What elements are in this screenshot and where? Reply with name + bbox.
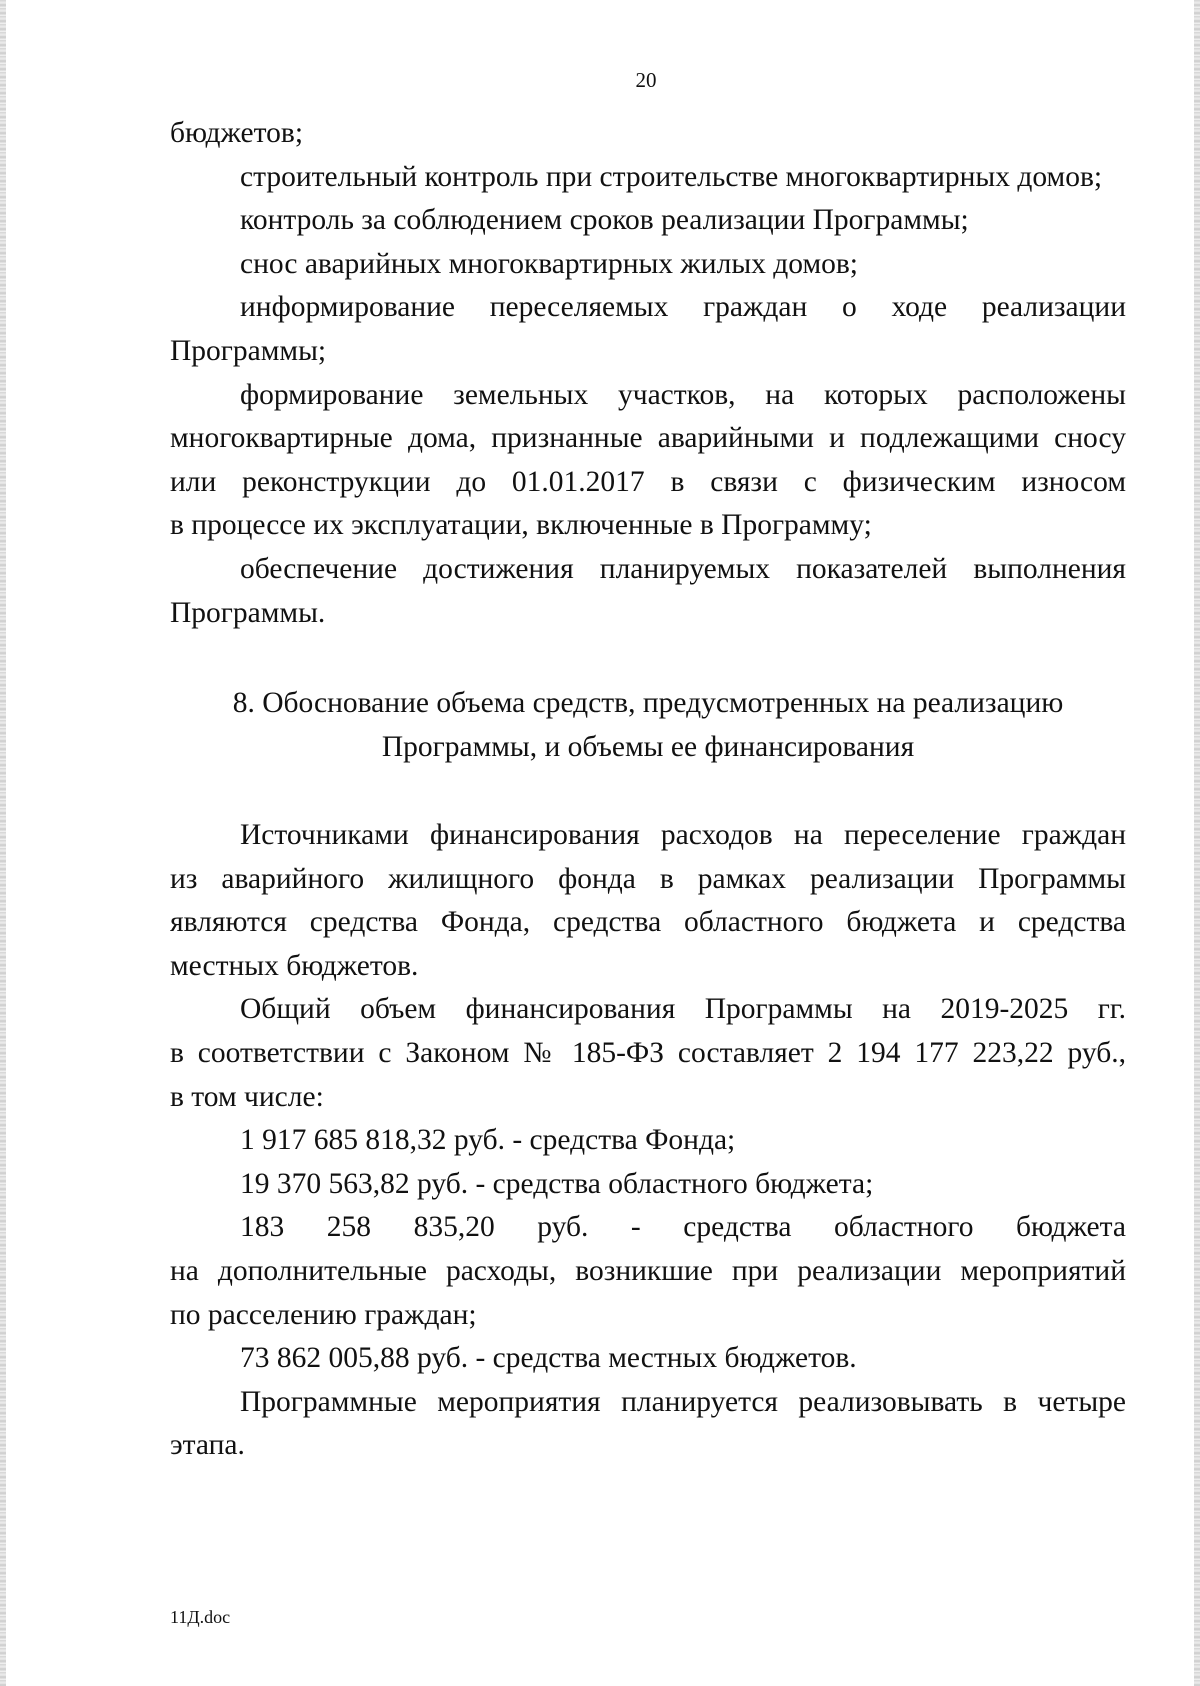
paragraph-line: являются средства Фонда, средства областного бюджета и средства [170, 906, 1126, 939]
text-line: в процессе их эксплуатации, включенные в Программу; [170, 509, 872, 542]
list-item: формирование земельных участков, на которых расположены [240, 378, 1126, 411]
document-filename: 11Д.doc [170, 1607, 231, 1627]
list-item: снос аварийных многоквартирных жилых домов; [240, 247, 859, 280]
text-line: или реконструкции до 01.01.2017 в связи с физическим износом [170, 465, 1126, 498]
list-block-responsibilities [170, 112, 1126, 635]
page-number: 20 [635, 68, 657, 92]
text-line: Программы; [170, 334, 327, 367]
paragraph-line: на дополнительные расходы, возникшие при реализации мероприятий [170, 1254, 1126, 1287]
funding-item: 73 862 005,88 руб. - средства местных бюджетов. [240, 1342, 857, 1375]
paragraph-line: Источниками финансирования расходов на переселение граждан [240, 819, 1126, 851]
list-item: информирование переселяемых граждан о ходе реализации [240, 291, 1126, 324]
funding-item: 1 917 685 818,32 руб. - средства Фонда; [240, 1124, 736, 1157]
list-item: обеспечение достижения планируемых показателей выполнения [240, 552, 1126, 585]
text-line: бюджетов; [170, 117, 304, 149]
paragraph-line: местных бюджетов. [170, 949, 419, 982]
paragraph-line: в том числе: [170, 1080, 324, 1113]
heading-line: Программы, и объемы ее финансирования [381, 731, 915, 763]
funding-item: 19 370 563,82 руб. - средства областного бюджета; [240, 1167, 874, 1200]
funding-item: 183 258 835,20 руб. - средства областного бюджета [240, 1211, 1126, 1244]
financing-paragraphs [170, 814, 1126, 1468]
paragraph-line: этапа. [170, 1429, 245, 1462]
paragraph-line: по расселению граждан; [170, 1298, 477, 1331]
list-item: контроль за соблюдением сроков реализации Программы; [240, 204, 969, 237]
text-line: Программы. [170, 596, 326, 629]
paragraph-line: в соответствии с Законом № 185-ФЗ составляет 2 194 177 223,22 руб., [170, 1036, 1126, 1069]
paragraph-line: из аварийного жилищного фонда в рамках реализации Программы [170, 862, 1126, 895]
section-heading [170, 681, 1126, 769]
scan-edge-left [0, 0, 6, 1686]
text-line: многоквартирные дома, признанные аварийными и подлежащими сносу [170, 422, 1126, 455]
list-item: строительный контроль при строительстве многоквартирных домов; [240, 160, 1103, 193]
paragraph-line: Программные мероприятия планируется реализовывать в четыре [240, 1385, 1126, 1418]
scan-edge-right [1194, 0, 1200, 1686]
paragraph-line: Общий объем финансирования Программы на 2019-2025 гг. [240, 993, 1126, 1026]
heading-line: 8. Обоснование объема средств, предусмотренных на реализацию [232, 687, 1064, 719]
